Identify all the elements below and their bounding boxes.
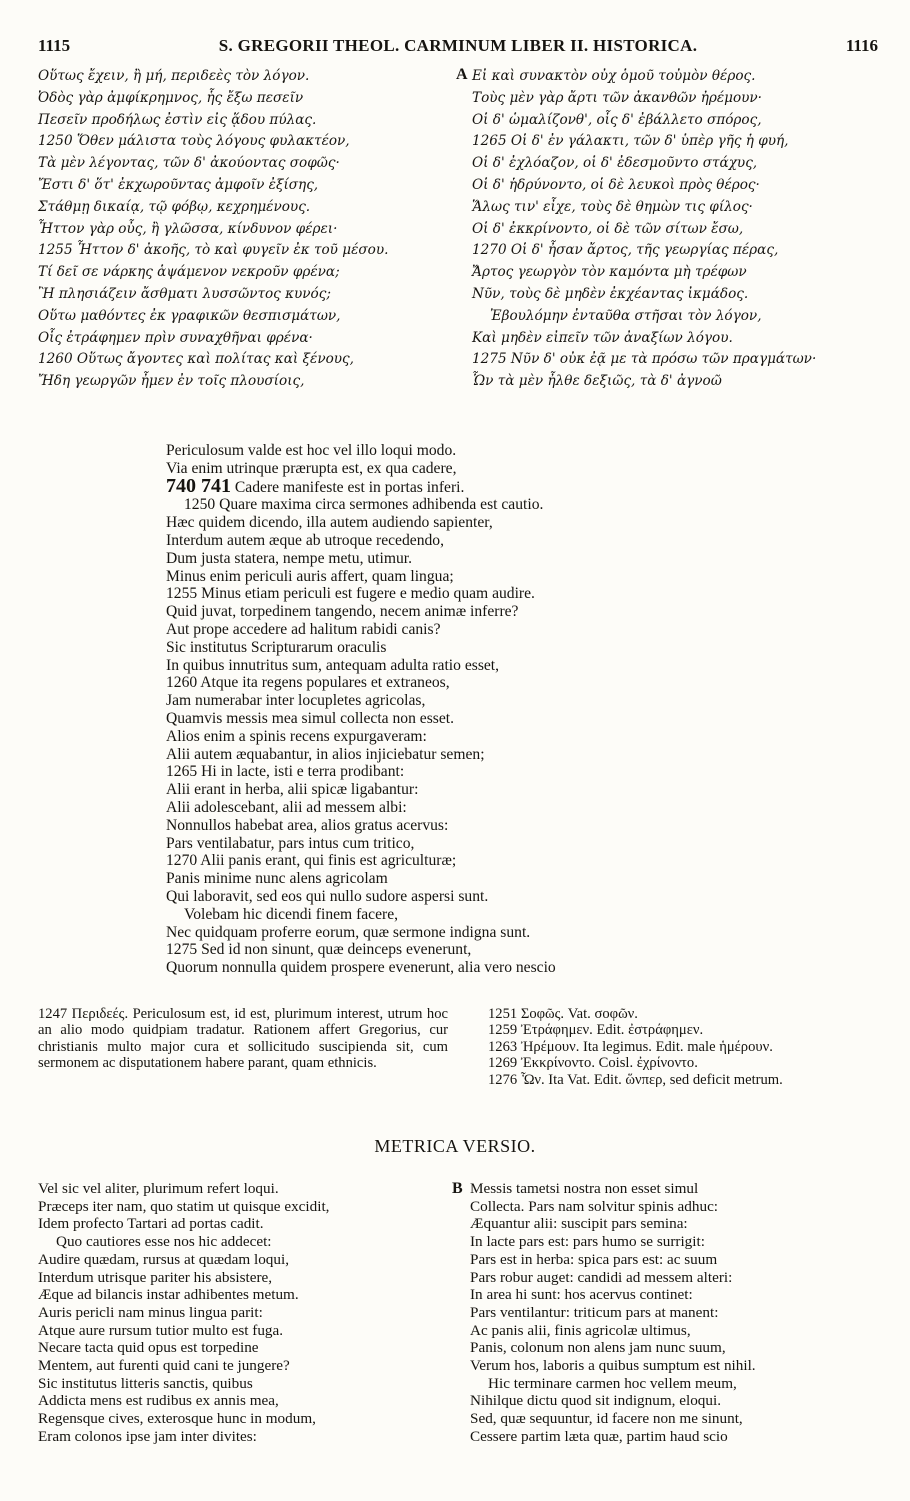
greek-verse-line: Ἅλως τιν' εἶχε, τοὺς δὲ θημὼν τις φίλος· <box>472 198 753 215</box>
greek-text-right-column <box>472 66 882 393</box>
metrical-verse-line: In lacte pars est: pars humo se surrigit: <box>470 1233 705 1251</box>
latin-verse-line: Hæc quidem dicendo, illa autem audiendo sapienter, <box>166 514 493 532</box>
metrical-verse-line: Pars robur auget: candidi ad messem alteri: <box>470 1268 733 1286</box>
latin-verse-line: Alios enim a spinis recens expurgaveram: <box>166 727 427 745</box>
metrical-verse-line: Addicta mens est rudibus ex annis mea, <box>38 1392 279 1410</box>
greek-verse-line: Οἱ δ' ἐκκρίνοντο, οἱ δὲ τῶν σίτων ἔσω, <box>472 220 744 237</box>
latin-verse-line: Quid juvat, torpedinem tangendo, necem animæ inferre? <box>166 603 519 621</box>
greek-verse-line: Τοὺς μὲν γὰρ ἄρτι τῶν ἀκανθῶν ἠρέμουν· <box>472 89 763 106</box>
metrical-verse-line: Eram colonos ipse jam inter divites: <box>38 1427 257 1445</box>
metrical-verse-line: Pars est in herba: spica pars est: ac suum <box>470 1250 718 1268</box>
latin-verse-line: Qui laboravit, sed eos qui nullo sudore aspersi sunt. <box>166 887 489 905</box>
column-numbers: 740 741 <box>166 474 231 497</box>
greek-verse-line: Οἱ δ' ἡδρύνοντο, οἱ δὲ λευκοὶ πρὸς θέρος· <box>472 176 760 193</box>
greek-verse-line: 1275 Νῦν δ' οὐκ ἐᾷ με τὰ πρόσω τῶν πραγμάτων· <box>472 351 817 368</box>
column-marker-b: B <box>452 1180 463 1197</box>
greek-verse-line: 1255 Ἧττον δ' ἀκοῆς, τὸ καὶ φυγεῖν ἐκ τοῦ μέσου. <box>38 242 389 259</box>
latin-verse-line: Panis minime nunc alens agricolam <box>166 870 388 888</box>
greek-verse-line: Οὕτως ἔχειν, ἢ μή, περιδεὲς τὸν λόγον. <box>38 68 310 84</box>
greek-verse-line: Πεσεῖν προδήλως ἐστὶν εἰς ᾅδου πύλας. <box>38 111 317 128</box>
greek-verse-line: Ἔστι δ' ὅτ' ἐκχωροῦντας ἀμφοῖν ἐξίσης, <box>38 176 319 193</box>
greek-text-left-column <box>38 66 438 393</box>
metrical-version-right-column <box>470 1180 890 1446</box>
latin-verse-line: 1270 Alii panis erant, qui finis est agriculturæ; <box>166 852 457 870</box>
metrical-verse-line: Præceps iter nam, quo statim ut quisque excidit, <box>38 1197 330 1215</box>
greek-verse-line: Ὧν τὰ μὲν ἦλθε δεξιῶς, τὰ δ' ἀγνοῶ <box>472 373 722 390</box>
metrical-verse-line: Verum hos, laboris a quibus sumptum est nihil. <box>470 1357 756 1375</box>
metrical-version-left-column <box>38 1180 438 1446</box>
latin-verse-line: Alii adolescebant, alii ad messem albi: <box>166 798 407 816</box>
column-marker-a: A <box>456 66 468 83</box>
latin-verse-text: Cadere manifeste est in portas inferi. <box>234 478 465 496</box>
metrical-verse-line: Idem profecto Tartari ad portas cadit. <box>38 1215 264 1233</box>
metrical-verse-line: Audire quædam, rursus at quædam loqui, <box>38 1250 289 1268</box>
latin-verse-line: Dum justa statera, nempe metu, utimur. <box>166 549 412 567</box>
greek-verse-line: Οὕτω μαθόντες ἐκ γραφικῶν θεσπισμάτων, <box>38 307 341 324</box>
latin-verse-line: Nonnullos habebat area, alios gratus acervus: <box>166 816 449 834</box>
latin-verse-line: Sic institutus Scripturarum oraculis <box>166 638 387 656</box>
footnote: 1247 Περιδεές. Periculosum est, id est, plurimum interest, utrum hoc an alio modo quidpiam tradatur. Rationem affert Gregorius, cur christianis multo major cura et sollicitudo suscipienda sit, cum sermonem ac disputationem habere parant, quam ethnicis. <box>38 1006 448 1072</box>
metrical-verse-line: Messis tametsi nostra non esset simul <box>470 1180 699 1197</box>
metrical-verse-line: Mentem, aut furenti quid cani te jungere? <box>38 1357 290 1375</box>
greek-verse-line: Ἤδη γεωργῶν ἦμεν ἐν τοῖς πλουσίοις, <box>38 373 305 390</box>
metrical-verse-line: Pars ventilantur: triticum pars at manent: <box>470 1303 719 1321</box>
left-page-number: 1115 <box>38 36 71 55</box>
latin-verse-line: Alii autem æquabantur, in alios injiciebatur semen; <box>166 745 485 763</box>
footnote: 1263 Ἠρέμουν. Ita legimus. Edit. male ἡμέρουν. <box>488 1038 773 1055</box>
metrica-versio-heading: METRICA VERSIO. <box>374 1136 536 1156</box>
metrical-verse-line: Auris pericli nam minus lingua parit: <box>38 1303 263 1321</box>
greek-verse-line: 1265 Οἱ δ' ἐν γάλακτι, τῶν δ' ὑπὲρ γῆς ἡ φυή, <box>472 133 789 150</box>
greek-verse-line: Οἱ δ' ἐχλόαζον, οἱ δ' ἐδεσμοῦντο στάχυς, <box>472 155 758 172</box>
latin-verse-line <box>166 474 726 497</box>
latin-verse-line: 1275 Sed id non sinunt, quæ deinceps evenerunt, <box>166 941 472 959</box>
metrical-verse-line: Quo cautiores esse nos hic addecet: <box>56 1233 272 1251</box>
footnote: 1269 Ἐκκρίνοντο. Coisl. ἐχρίνοντο. <box>488 1055 698 1072</box>
greek-verse-line: Τὰ μὲν λέγοντας, τῶν δ' ἀκούοντας σοφῶς· <box>38 155 340 172</box>
footnote: 1259 Ἐτράφημεν. Edit. ἐστράφημεν. <box>488 1022 704 1039</box>
latin-verse-line: Alii erant in herba, alii spicæ ligabantur: <box>166 781 419 799</box>
right-page-number: 1116 <box>845 36 878 55</box>
latin-verse-line: Nec quidquam proferre eorum, quæ sermone indigna sunt. <box>166 923 531 941</box>
latin-verse-line: Via enim utrinque prærupta est, ex qua cadere, <box>166 459 457 477</box>
latin-verse-line: 1260 Atque ita regens populares et extraneos, <box>166 674 450 692</box>
latin-verse-line: Aut prope accedere ad halitum rabidi canis? <box>166 620 441 638</box>
footnotes-left-column <box>38 1006 448 1072</box>
metrical-verse-line: Sed, quæ sequuntur, id facere non me sinunt, <box>470 1410 743 1428</box>
greek-verse-line: Οἱ δ' ὡμαλίζονθ', οἷς δ' ἐβάλλετο σπόρος, <box>472 111 762 128</box>
greek-verse-line: 1250 Ὅθεν μάλιστα τοὺς λόγους φυλακτέον, <box>38 133 350 150</box>
metrical-verse-line: Æquantur alii: suscipit pars semina: <box>470 1215 688 1233</box>
metrical-verse-line: Regensque cives, exterosque hunc in modum, <box>38 1410 316 1428</box>
greek-verse-line: 1260 Οὕτως ἄγοντες καὶ πολίτας καὶ ξένους, <box>38 351 354 368</box>
running-title: S. GREGORII THEOL. CARMINUM LIBER II. HISTORICA. <box>218 36 698 55</box>
greek-verse-line: Νῦν, τοὺς δὲ μηδὲν ἐκχέαντας ἰκμάδος. <box>472 285 749 302</box>
latin-verse-line: Jam numerabar inter locupletes agricolas, <box>166 692 426 710</box>
metrical-verse-line: Nihilque dictu quod sit indignum, eloqui. <box>470 1392 722 1410</box>
greek-verse-line: Ἐβουλόμην ἐνταῦθα στῆσαι τὸν λόγον, <box>490 307 762 324</box>
metrical-verse-line: Panis, colonum non alens jam nunc suum, <box>470 1339 726 1357</box>
greek-verse-line: Στάθμῃ δικαίᾳ, τῷ φόβῳ, κεχρημένους. <box>38 198 311 215</box>
latin-verse-line: Periculosum valde est hoc vel illo loqui modo. <box>166 442 457 459</box>
latin-translation <box>166 442 726 977</box>
latin-verse-line: Quamvis messis mea simul collecta non esset. <box>166 709 454 727</box>
page-header <box>38 36 878 60</box>
metrical-verse-line: Æque ad bilancis instar adhibentes metum. <box>38 1286 299 1304</box>
greek-verse-line: Ὀδὸς γὰρ ἀμφίκρημνος, ἧς ἔξω πεσεῖν <box>38 89 304 106</box>
metrical-verse-line: Collecta. Pars nam solvitur spinis adhuc: <box>470 1197 719 1215</box>
greek-verse-line: Τί δεῖ σε νάρκης ἁψάμενον νεκροῦν φρένα; <box>38 264 340 281</box>
latin-verse-line: Quorum nonnulla quidem prospere evenerunt, alia vero nescio <box>166 959 556 977</box>
latin-verse-line: 1265 Hi in lacte, isti e terra prodibant: <box>166 763 405 781</box>
greek-verse-line: Οἷς ἐτράφημεν πρὶν συναχθῆναι φρένα· <box>38 329 313 346</box>
greek-verse-line: 1270 Οἱ δ' ἦσαν ἄρτος, τῆς γεωργίας πέρας, <box>472 242 779 259</box>
greek-verse-line: Ἧττον γὰρ οὖς, ἢ γλῶσσα, κίνδυνον φέρει· <box>38 220 338 237</box>
metrical-verse-line: Cessere partim læta quæ, partim haud scio <box>470 1427 728 1445</box>
metrical-verse-line: Hic terminare carmen hoc vellem meum, <box>488 1374 737 1392</box>
latin-verse-line: Pars ventilabatur, pars intus cum tritico, <box>166 834 415 852</box>
metrical-verse-line: Atque aure rursum tutior multo est fuga. <box>38 1321 284 1339</box>
metrical-verse-line: In area hi sunt: hos acervus continet: <box>470 1286 693 1304</box>
latin-verse-line: In quibus innutritus sum, antequam adulta ratio esset, <box>166 656 500 674</box>
latin-verse-line: Volebam hic dicendi finem facere, <box>184 905 399 923</box>
metrical-verse-line: Ac panis alii, finis agricolæ ultimus, <box>470 1321 691 1339</box>
latin-verse-line: 1255 Minus etiam periculi est fugere e medio quam audire. <box>166 585 535 603</box>
latin-verse-line: 1250 Quare maxima circa sermones adhibenda est cautio. <box>184 496 544 514</box>
metrical-verse-line: Interdum utrisque pariter his absistere, <box>38 1268 273 1286</box>
latin-verse-line: Minus enim periculi auris affert, quam lingua; <box>166 567 454 585</box>
metrical-verse-line: Sic institutus litteris sanctis, quibus <box>38 1374 253 1392</box>
greek-verse-line: Καὶ μηδὲν εἰπεῖν τῶν ἀναξίων λόγου. <box>472 329 733 346</box>
latin-verse-line: Interdum autem æque ab utroque recedendo, <box>166 531 444 549</box>
footnotes-right-column <box>488 1006 880 1088</box>
greek-verse-line: Ἢ πλησιάζειν ἄσθματι λυσσῶντος κυνός; <box>38 285 331 302</box>
greek-verse-line: Εἰ καὶ συνακτὸν οὐχ ὁμοῦ τοὐμὸν θέρος. <box>472 68 756 84</box>
footnote: 1276 Ὧν. Ita Vat. Edit. ὥνπερ, sed deficit metrum. <box>488 1071 783 1088</box>
metrical-verse-line: Necare tacta quid opus est torpedine <box>38 1339 259 1357</box>
greek-verse-line: Ἄρτος γεωργὸν τὸν καμόντα μὴ τρέφων <box>472 264 747 281</box>
footnote: 1251 Σοφῶς. Vat. σοφῶν. <box>488 1006 638 1022</box>
metrical-verse-line: Vel sic vel aliter, plurimum refert loqui. <box>38 1180 279 1197</box>
